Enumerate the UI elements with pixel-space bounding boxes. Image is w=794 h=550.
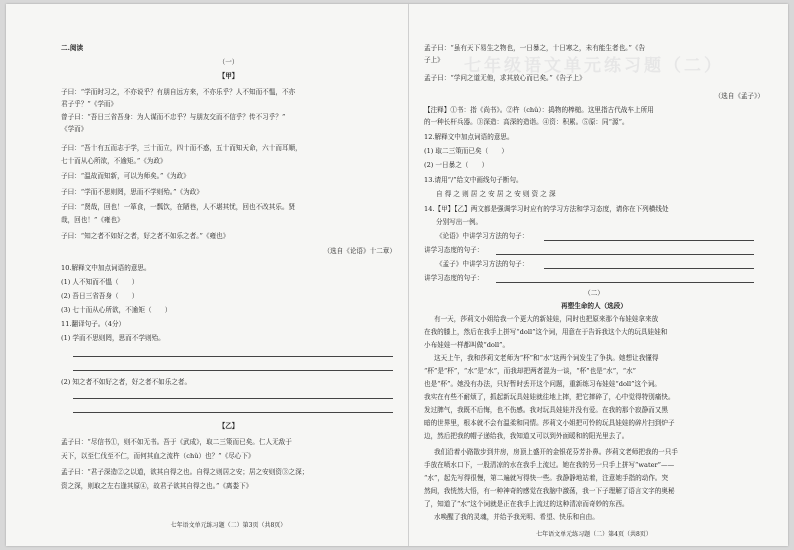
left-page bbox=[61, 4, 396, 546]
q10-item: (2) 吾日三省吾身（ ） bbox=[61, 292, 139, 300]
story-line: 然间，我恍然大悟，有一种神奇的感觉在我脑中激荡，我一下子理解了语言文字的奥秘 bbox=[424, 487, 675, 495]
story-title: 再塑生命的人（选段） bbox=[561, 302, 627, 310]
story-line: 我实在有些不耐烦了，抓起新玩具娃娃就往地上摔，把它摔碎了，心中觉得特别痛快。 bbox=[424, 393, 675, 401]
page-fold bbox=[408, 4, 409, 546]
question-13: 13.请用“/”给文中画线句子断句。 bbox=[424, 176, 523, 184]
bleed-through-title: 七年级语文单元练习题（二） bbox=[464, 56, 724, 76]
right-page bbox=[424, 4, 764, 546]
story-line: 水唤醒了我的灵魂，并给予我光明、希望、快乐和自由。 bbox=[434, 513, 599, 521]
part-one-heading: （一） bbox=[218, 58, 239, 66]
exam-sheet bbox=[6, 4, 788, 546]
answer-line[interactable] bbox=[73, 356, 393, 357]
q10-item: (3) 七十而从心所欲，不逾矩（ ） bbox=[61, 306, 172, 314]
lunyu-line: 七十而从心所欲，不逾矩。”《为政》 bbox=[61, 157, 167, 165]
lunyu-line: 哉，回也！”《雍也》 bbox=[61, 216, 124, 224]
section-heading: 二.阅读 bbox=[61, 44, 84, 52]
answer-line[interactable] bbox=[496, 282, 754, 283]
lunyu-line: 曾子曰：“吾日三省吾身：为人谋而不忠乎？与朋友交而不信乎？传不习乎？” bbox=[61, 113, 286, 121]
answer-line[interactable] bbox=[544, 268, 754, 269]
lunyu-line: 子曰：“知之者不如好之者，好之者不如乐之者。”《雍也》 bbox=[61, 232, 230, 240]
story-line: 这天上午，我和莎莉文老师为“杯”和“水”这两个词发生了争执。她想让我懂得 bbox=[434, 354, 659, 362]
jia-title: 【甲】 bbox=[218, 72, 239, 80]
answer-line[interactable] bbox=[496, 254, 754, 255]
q11-item: (2) 知之者不如好之者，好之者不如乐之者。 bbox=[61, 378, 192, 386]
lunyu-source: （选自《论语》十二章） bbox=[323, 247, 396, 255]
story-line: “杯”是“杯”，“水”是“水”，而我却把两者混为一谈，“杯”也是“水”，“水” bbox=[424, 367, 637, 375]
answer-line[interactable] bbox=[73, 398, 393, 399]
story-line: “水”，起先写得很慢，第二遍就写得快一些。我静静地站着，注意她手指的动作。突 bbox=[424, 474, 669, 482]
q14-blank-label: 《孟子》中讲学习方法的句子： bbox=[436, 260, 529, 268]
lunyu-line: 子曰：“学而不思则罔，思而不学则殆。”《为政》 bbox=[61, 188, 203, 196]
yi-title: 【乙】 bbox=[218, 422, 239, 430]
mengzi-line: 子上》 bbox=[424, 56, 444, 64]
answer-line[interactable] bbox=[73, 412, 393, 413]
q11-item: (1) 学而不思则罔，思而不学则殆。 bbox=[61, 334, 165, 342]
lunyu-line: 君子乎？”《学而》 bbox=[61, 100, 118, 108]
notes-line: 【注释】①书：指《尚书》。②杵（chǔ）：捣物的棒槌。这里指古代战车上所用 bbox=[424, 106, 654, 114]
lunyu-line: 子曰：“吾十有五而志于学，三十而立，四十而不惑，五十而知天命，六十而耳顺， bbox=[61, 144, 302, 152]
question-11: 11.翻译句子。（4分） bbox=[61, 320, 126, 328]
story-line: 有一天，莎莉文小姐给我一个更大的新娃娃，同时也把原来那个布娃娃拿来放 bbox=[434, 315, 659, 323]
question-12: 12.解释文中加点词语的意思。 bbox=[424, 133, 514, 141]
q13-sentence: 自 得 之 则 居 之 安 居 之 安 则 资 之 深 bbox=[436, 190, 556, 198]
story-line: 了，知道了“水”这个词就是正在我手上流过的这种清凉而奇妙的东西。 bbox=[424, 500, 629, 508]
lunyu-line: 子曰：“学而时习之，不亦说乎？有朋自远方来，不亦乐乎？人不知而不愠，不亦 bbox=[61, 88, 296, 96]
mengzi-line: 孟子曰：“学问之道无他，求其放心而已矣。”《告子上》 bbox=[424, 74, 586, 82]
notes-line: 的一种长杆兵器。③深造：高深的造诣。④资：积累。⑤原：同“源”。 bbox=[424, 118, 629, 126]
page-footer: 七年语文单元练习题（二）第3页（共8页） bbox=[170, 522, 287, 529]
mengzi-line: 孟子曰：“尽信书①，则不如无书。吾于《武成》，取二三策而已矣。仁人无敌于 bbox=[61, 438, 292, 446]
q14-blank-label: 讲学习态度的句子： bbox=[424, 246, 484, 254]
mengzi-line: 天下，以至仁伐至不仁，而何其血之流杵（chǔ）也？”《尽心下》 bbox=[61, 452, 255, 460]
q14-blank-label: 讲学习态度的句子： bbox=[424, 274, 484, 282]
question-10: 10.解释文中加点词语的意思。 bbox=[61, 264, 151, 272]
question-14: 14.【甲】【乙】两文都是强调学习时应有的学习方法和学习态度，请你在下列横线处 bbox=[424, 205, 669, 213]
answer-line[interactable] bbox=[73, 370, 393, 371]
story-line: 边，然后把我的帽子递给我，我知道又可以到外面暖和的阳光里去了。 bbox=[424, 432, 629, 440]
lunyu-line: 子曰：“贤哉，回也！一箪食，一瓢饮，在陋巷，人不堪其忧，回也不改其乐。贤 bbox=[61, 203, 296, 211]
mengzi-source: （选自《孟子》） bbox=[714, 92, 764, 100]
part-two-heading: （二） bbox=[584, 289, 604, 297]
story-line: 手放在喷水口下，一股清凉的水在我手上流过。她在我的另一只手上拼写“water”—— bbox=[424, 461, 675, 469]
story-line: 暗的世界里，根本就不会有温柔和同情。莎莉文小姐把可怜的玩具娃娃的碎片扫到炉子 bbox=[424, 419, 675, 427]
mengzi-line: 孟子曰：“虽有天下易生之物也，一日暴之，十日寒之，未有能生者也。”《告 bbox=[424, 44, 646, 52]
story-line: 在我的膝上，然后在我手上拼写“doll”这个词，用意在于告诉我这个大的玩具娃娃和 bbox=[424, 328, 668, 336]
question-14: 分别写出一例。 bbox=[436, 218, 483, 226]
mengzi-line: 资之深，则取之左右逢其原④，故君子欲其自得之也。”《离娄下》 bbox=[61, 482, 253, 490]
story-line: 小布娃娃一样都叫做“doll”。 bbox=[424, 341, 510, 349]
story-line: 也是“杯”。她没有办法，只好暂时丢开这个问题，重新练习布娃娃“doll”这个词。 bbox=[424, 380, 661, 388]
q10-item: (1) 人不知而不愠（ ） bbox=[61, 278, 139, 286]
lunyu-line: 子曰：“温故而知新，可以为师矣。”《为政》 bbox=[61, 172, 190, 180]
q12-item: (2) 一日暴之（ ） bbox=[424, 161, 489, 169]
story-line: 我们沿着小路散步到井房，房顶上盛开的金银花芬芳扑鼻。莎莉文老师把我的一只手 bbox=[434, 448, 678, 456]
lunyu-line: 《学而》 bbox=[61, 125, 88, 133]
answer-line[interactable] bbox=[544, 240, 754, 241]
mengzi-line: 孟子曰：“君子深造②之以道，欲其自得之也。自得之则居之安；居之安则资③之深； bbox=[61, 468, 309, 476]
q14-blank-label: 《论语》中讲学习方法的句子： bbox=[436, 232, 529, 240]
story-line: 发过脾气，我既不后悔，也不伤感。我对玩具娃娃并没有爱。在我的那个寂静而又黑 bbox=[424, 406, 668, 414]
q12-item: (1) 取二三策而已矣（ ） bbox=[424, 147, 508, 155]
page-footer: 七年语文单元练习题（二）第4页（共8页） bbox=[536, 531, 652, 538]
